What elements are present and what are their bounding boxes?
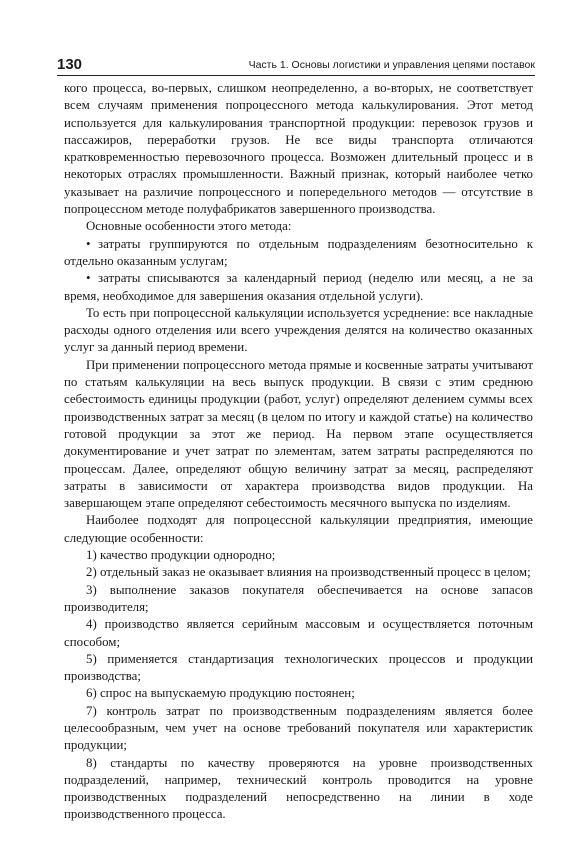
paragraph: 8) стандарты по качеству проверяются на уровне производственных подразделений, например, технический контроль проводится на уровне производственных подразделений непосредственно на линии в ходе производственного процесса. bbox=[64, 755, 533, 822]
paragraph: кого процесса, во-первых, слишком неопределенно, а во-вторых, не соответствует всем случаям применения попроцессного метода калькулирования. Этот метод используется для калькулирования транспортной продукции: перевозок грузов и пассажиров, переработки грузов. Не все виды транспорта отличаются кратковременностью перевозочного процесса. Возможен длительный процесс и в некоторых отраслях промышленности. Важный признак, который наиболее четко указывает на различие попроцессного и попередельного методов — отсутствие в попроцессном методе полуфабрикатов завершенного производства. bbox=[64, 81, 533, 217]
page-number: 130 bbox=[57, 56, 83, 73]
paragraph: 2) отдельный заказ не оказывает влияния на производственный процесс в целом; bbox=[86, 565, 531, 580]
header-divider bbox=[57, 75, 535, 76]
running-title: Часть 1. Основы логистики и управления цепями поставок bbox=[248, 59, 535, 71]
paragraph: 3) выполнение заказов покупателя обеспечивается на основе запасов производителя; bbox=[64, 582, 533, 614]
paragraph: Наиболее подходят для попроцессной калькуляции предприятия, имеющие следующие особенности: bbox=[64, 513, 533, 545]
running-header bbox=[57, 56, 535, 76]
paragraph: 5) применяется стандартизация технологических процессов и продукции производства; bbox=[64, 651, 533, 684]
bullet-icon: • bbox=[86, 271, 91, 286]
bullet-item bbox=[64, 270, 533, 305]
body-text bbox=[64, 80, 533, 824]
paragraph: При применении попроцессного метода прямые и косвенные затраты учитывают по статьям калькуляции на весь выпуск продукции. В связи с этим среднюю себестоимость единицы продукции (работ, услуг) определяют делением суммы всех производственных затрат за месяц (в целом по итогу и каждой статье) на количество готовой продукции за этот же период. На первом этапе осуществляется документирование и учет затрат по элементам, затем затраты распределяются по процессам. Далее, определяют общую величину затрат за месяц, распределяют затраты в зависимости от характера производства видов продукции. На завершающем этапе определяют себестоимость месячного выпуска по изделиям. bbox=[64, 357, 533, 511]
paragraph: 6) спрос на выпускаемую продукцию постоянен; bbox=[86, 686, 355, 701]
paragraph: 4) производство является серийным массовым и осуществляется поточным способом; bbox=[64, 617, 533, 649]
paragraph: 1) качество продукции однородно; bbox=[86, 548, 276, 563]
bullet-icon: • bbox=[86, 236, 91, 251]
paragraph: 7) контроль затрат по производственным подразделениям является более целесообразным, чем учет на основе требований покупателя или характеристик продукции; bbox=[64, 703, 533, 753]
paragraph: То есть при попроцессной калькуляции используется усреднение: все накладные расходы одного отделения или всего учреждения делятся на количество оказанных услуг за данный период времени. bbox=[64, 305, 533, 355]
paragraph: Основные особенности этого метода: bbox=[86, 219, 292, 234]
bullet-text: затраты группируются по отдельным подразделениям безотносительно к отдельно оказанным услугам; bbox=[64, 236, 533, 268]
bullet-item bbox=[64, 236, 533, 271]
bullet-text: затраты списываются за календарный период (неделю или месяц, а не за время, необходимое для завершения оказания отдельной услуги). bbox=[64, 271, 533, 303]
